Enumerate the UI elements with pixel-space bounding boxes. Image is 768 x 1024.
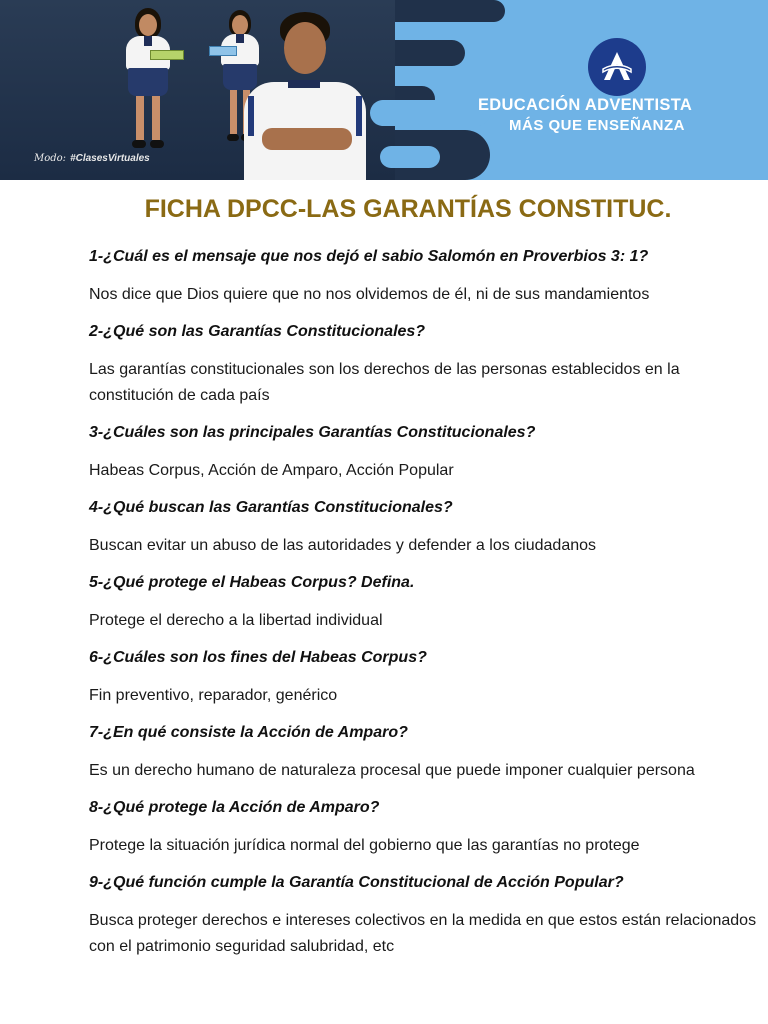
question-8: 8-¿Qué protege la Acción de Amparo? — [89, 799, 380, 816]
page-title: FICHA DPCC-LAS GARANTÍAS CONSTITUC. — [144, 195, 672, 223]
banner-stripe — [380, 146, 440, 168]
answer-6: Fin preventivo, reparador, genérico — [89, 687, 338, 704]
adventist-logo — [588, 38, 646, 96]
question-3: 3-¿Cuáles son las principales Garantías Constitucionales? — [89, 424, 536, 441]
question-6: 6-¿Cuáles son los fines del Habeas Corpus? — [89, 649, 427, 666]
question-5: 5-¿Qué protege el Habeas Corpus? Defina. — [89, 574, 415, 591]
brand-name: EDUCACIÓN ADVENTISTA — [478, 96, 693, 114]
caption-mode: Modo: — [34, 153, 67, 164]
answer-1: Nos dice que Dios quiere que no nos olvidemos de él, ni de sus mandamientos — [89, 286, 650, 303]
question-9: 9-¿Qué función cumple la Garantía Constitucional de Acción Popular? — [89, 874, 624, 891]
answer-5: Protege el derecho a la libertad individual — [89, 612, 383, 629]
banner-stripe — [370, 100, 490, 126]
student-illustration — [110, 8, 190, 153]
question-4: 4-¿Qué buscan las Garantías Constitucionales? — [89, 499, 453, 516]
question-7: 7-¿En qué consiste la Acción de Amparo? — [89, 724, 408, 741]
brand-slogan: MÁS QUE ENSEÑANZA — [509, 117, 686, 134]
answer-2: Las garantías constitucionales son los derechos de las personas establecidos en la constitución de cada país — [89, 361, 680, 404]
adventist-logo-icon — [597, 47, 637, 87]
student-illustration — [238, 12, 368, 180]
header-banner — [0, 0, 768, 180]
qa-list — [89, 244, 757, 971]
caption-hashtag: #ClasesVirtuales — [70, 153, 150, 164]
answer-8: Protege la situación jurídica normal del gobierno que las garantías no protege — [89, 837, 640, 854]
banner-wave — [395, 40, 465, 66]
banner-wave — [395, 0, 505, 22]
answer-9: Busca proteger derechos e intereses colectivos en la medida en que estos están relacionados con el patrimonio seguridad salubridad, etc — [89, 912, 757, 955]
banner-caption — [34, 153, 150, 164]
question-2: 2-¿Qué son las Garantías Constitucionales? — [89, 323, 426, 340]
answer-4: Buscan evitar un abuso de las autoridades y defender a los ciudadanos — [89, 537, 597, 554]
question-1: 1-¿Cuál es el mensaje que nos dejó el sabio Salomón en Proverbios 3: 1? — [89, 248, 649, 265]
answer-7: Es un derecho humano de naturaleza procesal que puede imponer cualquier persona — [89, 762, 695, 779]
answer-3: Habeas Corpus, Acción de Amparo, Acción Popular — [89, 462, 454, 479]
